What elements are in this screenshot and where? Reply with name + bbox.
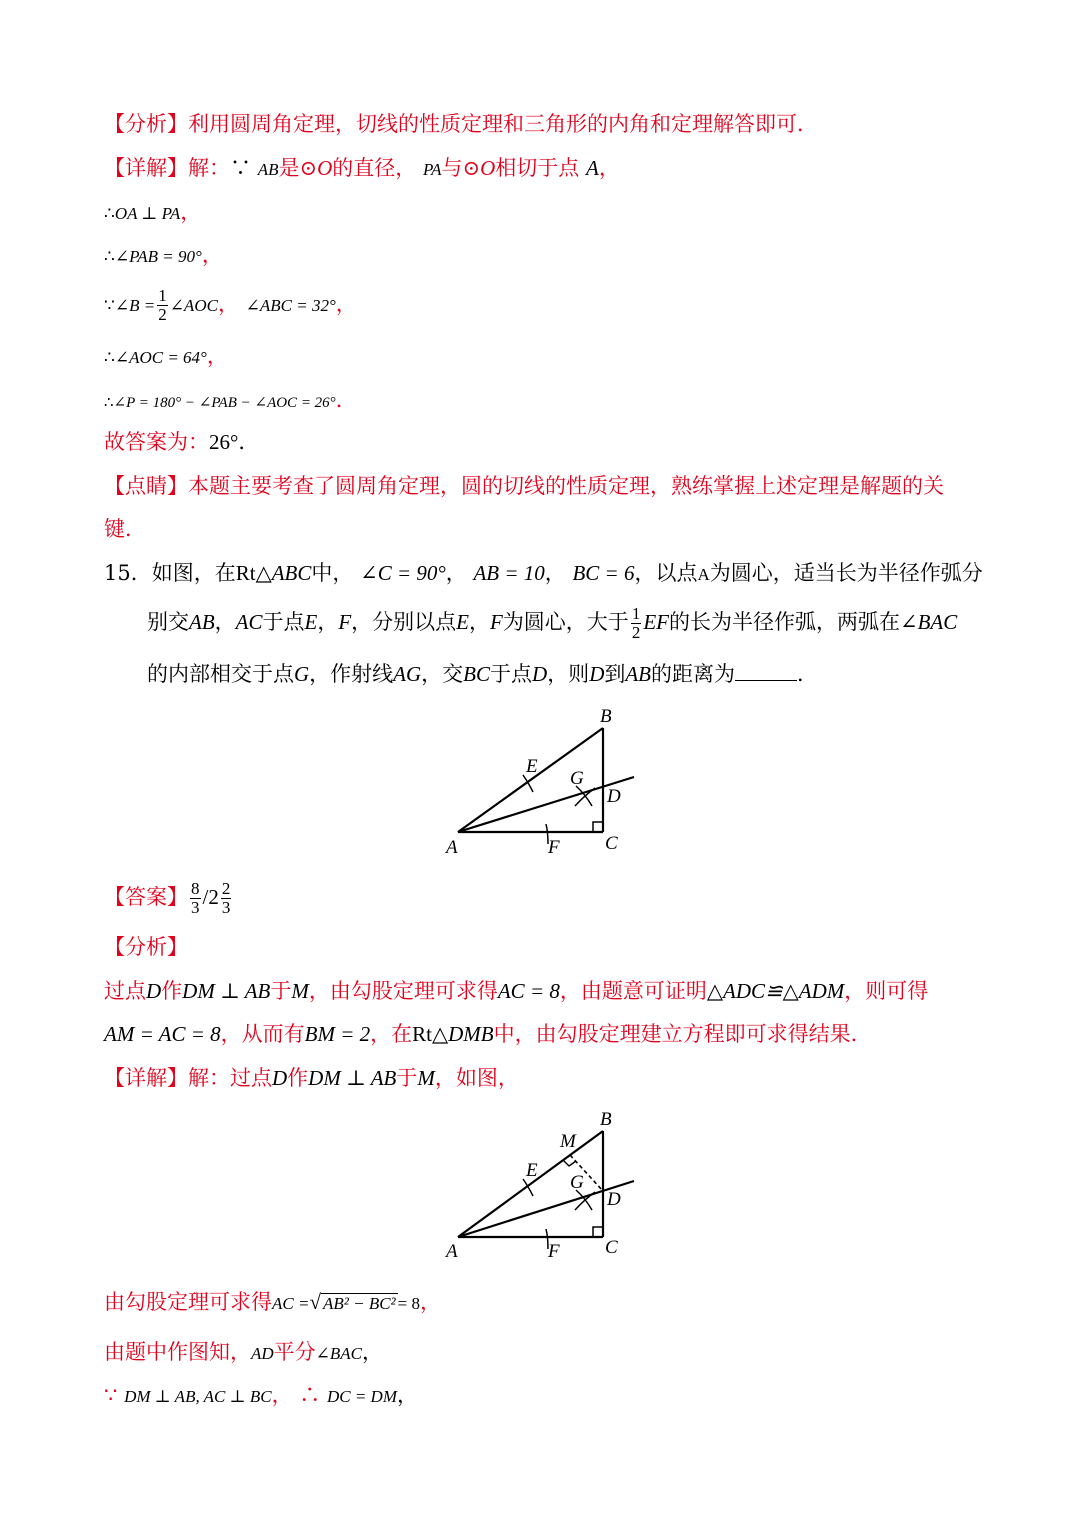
label-a: A (446, 1241, 458, 1262)
answer-15 (104, 874, 233, 920)
detail-tag: 【详解】 (104, 156, 188, 180)
dc-eq-dm: DC = DM (326, 1387, 397, 1406)
text: 作 (287, 1066, 309, 1090)
text: ，由题意可证明 (559, 979, 707, 1003)
step-15a (104, 1288, 441, 1318)
segment-ef: EF (643, 610, 669, 634)
detail-1 (104, 154, 620, 184)
analysis-tag: 【分析】 (104, 935, 188, 959)
label-m: M (560, 1131, 576, 1152)
sep: ， (544, 561, 566, 585)
analysis-15-line-1 (104, 977, 928, 1005)
am-eq: AM = AC = 8 (104, 1022, 221, 1046)
analysis-15-tag (104, 933, 188, 961)
text: ，从而有 (220, 1022, 305, 1046)
step-3-expr2: ∠ABC = 32° (245, 296, 336, 315)
therefore-symbol: ∴ (104, 395, 114, 411)
dm-perp-ab: DM ⊥ AB (308, 1066, 397, 1090)
text-diameter: 的直径， (332, 156, 417, 180)
comma: ， (598, 156, 620, 180)
text-is: 是⊙ (278, 156, 318, 180)
ac-eq: AC = (272, 1294, 310, 1313)
point-g: G (294, 662, 310, 686)
text-tangent: 相切于点 (495, 156, 580, 180)
segment-ab: AB (189, 610, 215, 634)
fraction-half (157, 287, 168, 324)
figure-1 (430, 700, 660, 860)
point-d: D (589, 662, 605, 686)
label-a: A (446, 837, 458, 858)
right-angle-mark-m (563, 1160, 576, 1166)
fraction-num: 8 (191, 879, 200, 898)
text: ，在 (370, 1022, 413, 1046)
text: 于点 (490, 662, 533, 686)
step-3-right: ∠AOC (169, 296, 218, 315)
step-4 (104, 342, 228, 372)
comment-1 (104, 472, 944, 500)
step-5-end: ． (335, 388, 357, 412)
text: ，由勾股定理可求得 (308, 979, 498, 1003)
step-1 (104, 198, 201, 228)
sep: ， (317, 610, 339, 634)
rt-triangle: Rt△ (412, 1022, 449, 1046)
label-f: F (548, 837, 560, 858)
end: ， (362, 1340, 384, 1364)
segment-ab: AB (257, 160, 279, 179)
arc-g-2 (575, 788, 595, 806)
text: 如图，在 (151, 561, 236, 585)
label-f: F (548, 1241, 560, 1262)
answer-1 (104, 428, 259, 456)
ray-ag: AG (393, 662, 422, 686)
segment-ac: AC (235, 610, 263, 634)
problem-15-line-1 (104, 559, 983, 589)
point-d: D (532, 662, 548, 686)
comment-text: 本题主要考查了圆周角定理，圆的切线的性质定理，熟练掌握上述定理是解题的关 (188, 474, 944, 498)
segment-ad: AD (251, 1344, 274, 1363)
step-15c (104, 1381, 418, 1411)
segment-pa: PA (422, 160, 442, 179)
dm-perp-ab: DM ⊥ AB (182, 979, 271, 1003)
bm-eq: BM = 2 (304, 1022, 371, 1046)
equals-8: = 8 (397, 1294, 420, 1313)
figure-2 (430, 1105, 660, 1265)
analysis-1 (104, 110, 818, 138)
segment-bc: BC (463, 662, 491, 686)
answer-value: 26° (209, 430, 239, 454)
text: ，如图， (434, 1066, 519, 1090)
bc-length: BC = 6 (572, 561, 635, 585)
point-a: A (585, 156, 599, 180)
point-m: M (417, 1066, 435, 1090)
ac-length: AC = 8 (497, 979, 560, 1003)
step-1-end: ， (180, 200, 202, 224)
point-f: F (489, 610, 503, 634)
problem-number: 15． (104, 561, 152, 585)
therefore-symbol: ∴ (104, 204, 115, 223)
because-symbol: ∵ (230, 156, 251, 180)
triangle-dmb: DMB (448, 1022, 494, 1046)
text: 作 (161, 979, 183, 1003)
label-d: D (607, 1189, 621, 1210)
triangle-abc: ABC (271, 561, 312, 585)
fraction-den: 2 (631, 623, 641, 642)
text: 别交 (147, 610, 189, 634)
text: ，分别以点 (351, 610, 457, 634)
comment-cont: 键． (104, 517, 146, 541)
text: 由题中作图知， (104, 1340, 251, 1364)
text: 解：过点 (188, 1066, 272, 1090)
text: 的距离为 (651, 662, 736, 686)
text: 中，由勾股定理建立方程即可求得结果． (493, 1022, 872, 1046)
text: 为圆心，大于 (502, 610, 629, 634)
right-angle-mark-c (593, 1227, 603, 1237)
text-with: 与⊙ (441, 156, 481, 180)
perp-relations: DM ⊥ AB, AC ⊥ BC (124, 1387, 272, 1406)
fraction-den: 2 (158, 305, 167, 324)
label-d: D (607, 786, 621, 807)
step-4-expr: ∠AOC = 64° (114, 348, 207, 367)
because-symbol: ∵ (104, 1383, 118, 1407)
right-angle-mark (593, 822, 603, 832)
text: 于 (270, 979, 292, 1003)
sep: ， (214, 610, 236, 634)
angle-bac: ∠BAC (899, 610, 958, 634)
segment-ab: AB (625, 662, 652, 686)
comment-tag: 【点睛】 (104, 474, 188, 498)
step-2 (104, 241, 223, 271)
point-e: E (304, 610, 318, 634)
text: 到 (604, 662, 626, 686)
fraction-num: 1 (631, 604, 641, 623)
circle-o: O (317, 156, 333, 180)
end: ， (396, 1383, 418, 1407)
detail-15 (104, 1064, 519, 1092)
end: ． (797, 662, 819, 686)
answer-tag: 【答案】 (104, 885, 188, 909)
label-g: G (570, 1172, 584, 1193)
analysis-tag: 【分析】 (104, 112, 188, 136)
therefore-symbol: ∴ (299, 1383, 321, 1407)
angle-bac: ∠BAC (315, 1344, 363, 1363)
text: 于点 (262, 610, 305, 634)
text: 平分 (273, 1340, 316, 1364)
therefore-symbol: ∴ (104, 348, 115, 367)
fraction-8-3 (190, 880, 201, 917)
detail-lead: 解： (188, 156, 230, 180)
fraction-half (631, 605, 642, 642)
point-e: E (456, 610, 469, 634)
answer-text: 故答案为： (104, 430, 209, 454)
text: ，交 (421, 662, 464, 686)
fraction-2-3 (221, 880, 232, 917)
text: 的长为半径作弧，两弧在 (668, 610, 900, 634)
step-5 (104, 386, 357, 417)
step-1-expr: OA ⊥ PA (114, 204, 181, 223)
answer-sep: /2 (202, 885, 219, 909)
label-g: G (570, 768, 584, 789)
step-3 (104, 284, 357, 326)
sep: ， (445, 561, 467, 585)
analysis-15-line-2 (104, 1020, 872, 1048)
end: ， (420, 1290, 441, 1314)
point-a: A (697, 565, 710, 584)
comment-1-cont (104, 515, 146, 543)
label-c: C (605, 833, 618, 854)
point-d: D (272, 1066, 288, 1090)
text: 由勾股定理可求得 (104, 1290, 272, 1314)
label-e: E (526, 1160, 538, 1181)
sqrt-icon: √ (309, 1290, 321, 1314)
text: 于 (396, 1066, 418, 1090)
fraction-num: 1 (158, 286, 167, 305)
text: ，以点 (634, 561, 698, 585)
ab-length: AB = 10 (473, 561, 545, 585)
text: 为圆心，适当长为半径作弧分 (709, 561, 983, 585)
text: ，则可得 (844, 979, 929, 1003)
step-3-end: ， (335, 292, 357, 316)
rt-triangle: Rt△ (235, 561, 272, 585)
circle-o-2: O (480, 156, 496, 180)
step-2-expr: ∠PAB = 90° (114, 247, 202, 266)
answer-blank (735, 660, 797, 681)
point-f: F (338, 610, 352, 634)
sep: ， (271, 1383, 293, 1407)
point-m: M (291, 979, 309, 1003)
angle-c: ∠C = 90° (360, 561, 446, 585)
label-b: B (600, 1109, 612, 1130)
label-e: E (526, 756, 538, 777)
step-4-end: ， (206, 344, 228, 368)
text: ，作射线 (309, 662, 394, 686)
because-symbol: ∵ (104, 296, 115, 315)
step-5-expr: ∠P = 180° − ∠PAB − ∠AOC = 26° (113, 395, 336, 411)
radicand: AB² − BC² (322, 1294, 396, 1313)
fraction-num: 2 (221, 879, 231, 898)
therefore-symbol: ∴ (104, 247, 115, 266)
label-c: C (605, 1237, 618, 1258)
fraction-den: 3 (221, 898, 231, 917)
step-2-end: ， (201, 243, 223, 267)
label-b: B (600, 706, 612, 727)
congruence: △ADC≌△ADM (706, 979, 845, 1003)
step-3-sep: ， (217, 292, 239, 316)
step-3-left: ∠B = (114, 296, 156, 315)
text: 中， (311, 561, 354, 585)
sep: ， (468, 610, 490, 634)
detail-tag: 【详解】 (104, 1066, 188, 1090)
point-d: D (146, 979, 162, 1003)
step-15b (104, 1338, 383, 1368)
problem-15-line-3 (147, 660, 818, 688)
text: ，则 (547, 662, 590, 686)
answer-end: ． (238, 430, 260, 454)
text: 的内部相交于点 (147, 662, 294, 686)
arc-g-2 (575, 1192, 595, 1210)
fraction-den: 3 (191, 898, 200, 917)
text: 过点 (104, 979, 146, 1003)
problem-15-line-2 (147, 600, 957, 644)
analysis-text: 利用圆周角定理，切线的性质定理和三角形的内角和定理解答即可． (188, 112, 818, 136)
